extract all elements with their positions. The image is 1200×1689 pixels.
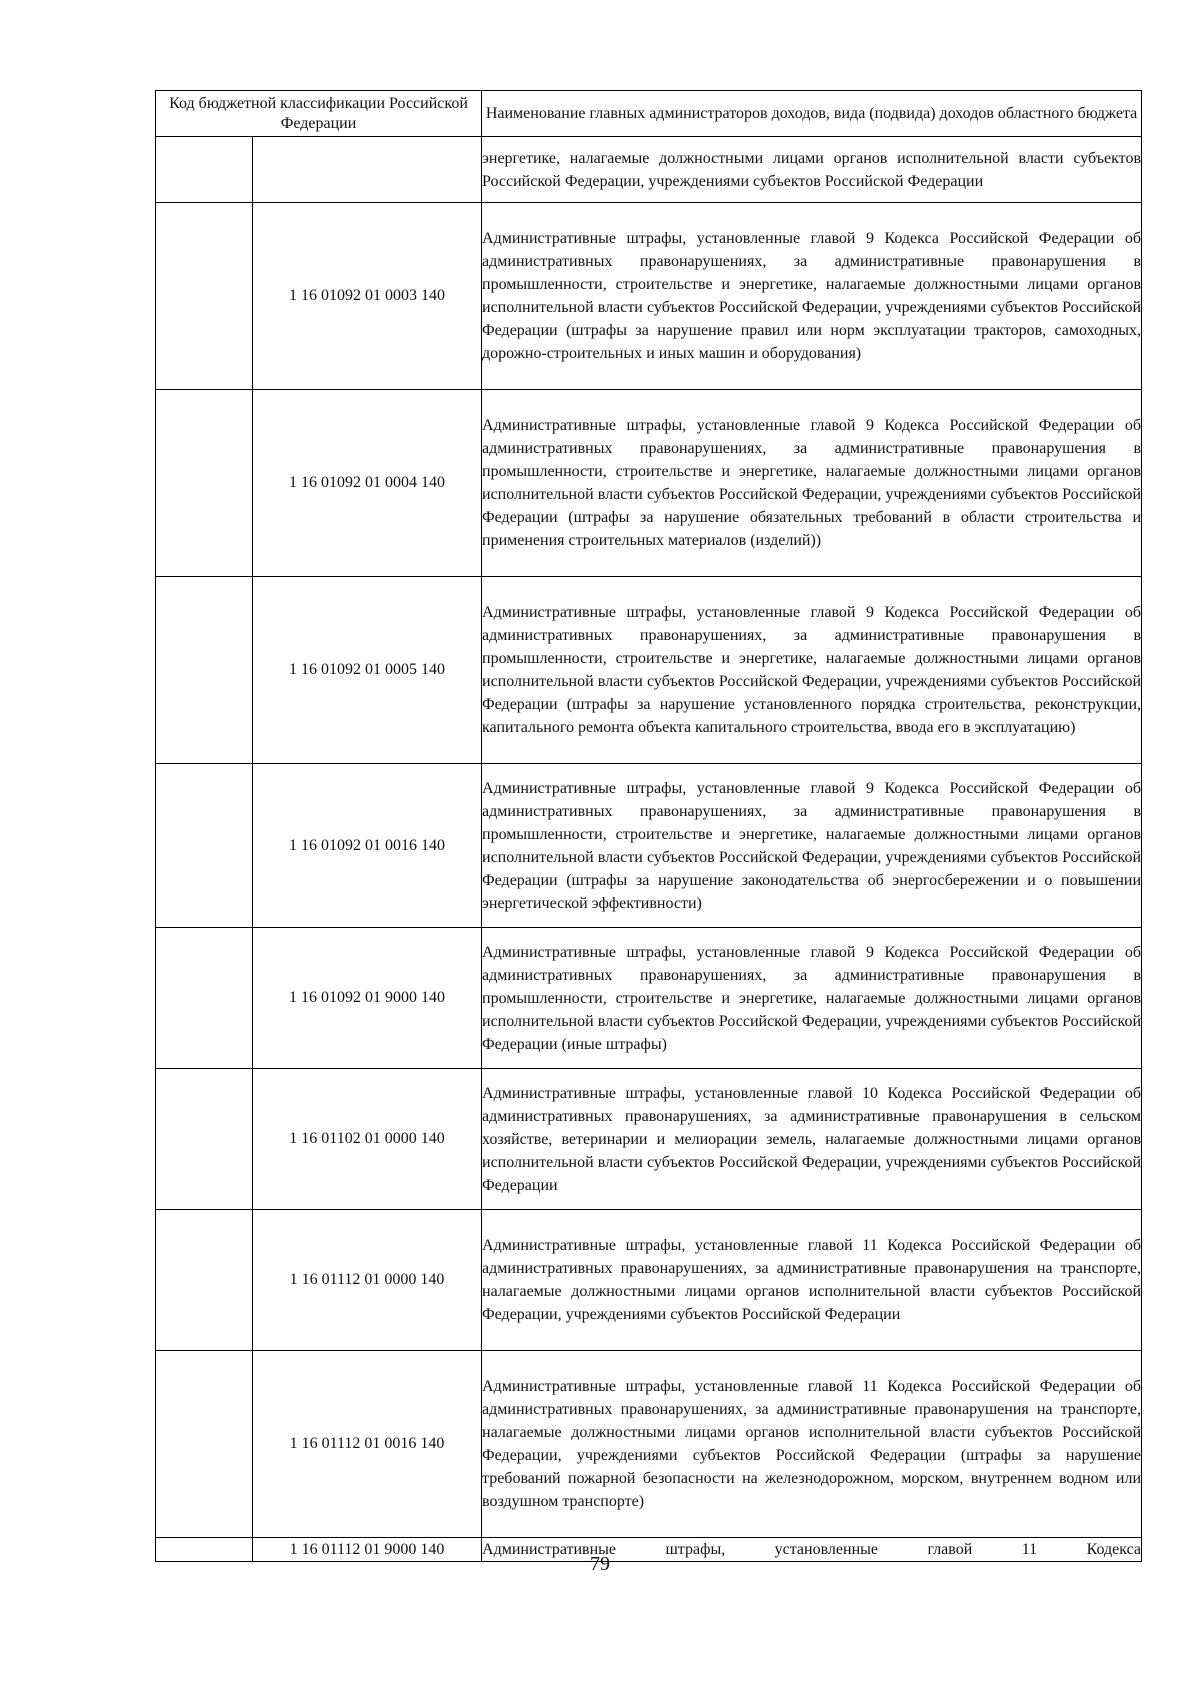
table-row <box>156 577 1142 764</box>
admin-cell <box>156 1351 253 1538</box>
admin-cell <box>156 203 253 390</box>
table-row <box>156 137 1142 203</box>
name-cell: Административные штрафы, установленные главой 11 Кодекса Российской Федерации об административных правонарушениях, за административные правонарушения на транспорте, налагаемые должностными лицами органов исполнительной власти субъектов Российской Федерации, учреждениями субъектов Российской Федерации (штрафы за нарушение требований пожарной безопасности на железнодорожном, морском, внутреннем водном или воздушном транспорте) <box>482 1351 1142 1538</box>
page-number: 79 <box>590 1553 610 1575</box>
code-cell <box>253 137 482 203</box>
name-cell: Административные штрафы, установленные главой 11 Кодекса <box>482 1538 1142 1562</box>
table-row <box>156 1351 1142 1538</box>
name-cell: Административные штрафы, установленные главой 11 Кодекса Российской Федерации об административных правонарушениях, за административные правонарушения на транспорте, налагаемые должностными лицами органов исполнительной власти субъектов Российской Федерации, учреждениями субъектов Российской Федерации <box>482 1210 1142 1351</box>
table-row <box>156 764 1142 928</box>
header-name-column: Наименование главных администраторов доходов, вида (подвида) доходов областного бюджета <box>482 91 1142 137</box>
table-row <box>156 203 1142 390</box>
table-row <box>156 928 1142 1069</box>
table-header-row <box>156 91 1142 137</box>
name-cell: Административные штрафы, установленные главой 9 Кодекса Российской Федерации об административных правонарушениях, за административные правонарушения в промышленности, строительстве и энергетике, налагаемые должностными лицами органов исполнительной власти субъектов Российской Федерации, учреждениями субъектов Российской Федерации (штрафы за нарушение законодательства об энергосбережении и о повышении энергетической эффективности) <box>482 764 1142 928</box>
table-row <box>156 1069 1142 1210</box>
admin-cell <box>156 577 253 764</box>
name-cell: Административные штрафы, установленные главой 9 Кодекса Российской Федерации об административных правонарушениях, за административные правонарушения в промышленности, строительстве и энергетике, налагаемые должностными лицами органов исполнительной власти субъектов Российской Федерации, учреждениями субъектов Российской Федерации (штрафы за нарушение правил или норм эксплуатации тракторов, самоходных, дорожно-строительных и иных машин и оборудования) <box>482 203 1142 390</box>
name-cell: Административные штрафы, установленные главой 9 Кодекса Российской Федерации об административных правонарушениях, за административные правонарушения в промышленности, строительстве и энергетике, налагаемые должностными лицами органов исполнительной власти субъектов Российской Федерации, учреждениями субъектов Российской Федерации (штрафы за нарушение установленного порядка строительства, реконструкции, капитального ремонта объекта капитального строительства, ввода его в эксплуатацию) <box>482 577 1142 764</box>
budget-classification-table <box>155 90 1142 1562</box>
admin-cell <box>156 137 253 203</box>
admin-cell <box>156 1210 253 1351</box>
header-code-column: Код бюджетной классификации Российской Федерации <box>156 91 482 137</box>
table-row <box>156 390 1142 577</box>
admin-cell <box>156 928 253 1069</box>
admin-cell <box>156 390 253 577</box>
code-cell: 1 16 01092 01 0003 140 <box>253 203 482 390</box>
code-cell: 1 16 01092 01 0005 140 <box>253 577 482 764</box>
name-cell: Административные штрафы, установленные главой 9 Кодекса Российской Федерации об административных правонарушениях, за административные правонарушения в промышленности, строительстве и энергетике, налагаемые должностными лицами органов исполнительной власти субъектов Российской Федерации, учреждениями субъектов Российской Федерации (иные штрафы) <box>482 928 1142 1069</box>
code-cell: 1 16 01112 01 0000 140 <box>253 1210 482 1351</box>
admin-cell <box>156 1069 253 1210</box>
code-cell: 1 16 01112 01 0016 140 <box>253 1351 482 1538</box>
table-row <box>156 1210 1142 1351</box>
name-cell: энергетике, налагаемые должностными лицами органов исполнительной власти субъектов Российской Федерации, учреждениями субъектов Российской Федерации <box>482 137 1142 203</box>
code-cell: 1 16 01102 01 0000 140 <box>253 1069 482 1210</box>
name-cell: Административные штрафы, установленные главой 10 Кодекса Российской Федерации об административных правонарушениях, за административные правонарушения в сельском хозяйстве, ветеринарии и мелиорации земель, налагаемые должностными лицами органов исполнительной власти субъектов Российской Федерации, учреждениями субъектов Российской Федерации <box>482 1069 1142 1210</box>
code-cell: 1 16 01092 01 0004 140 <box>253 390 482 577</box>
code-cell: 1 16 01092 01 0016 140 <box>253 764 482 928</box>
admin-cell <box>156 764 253 928</box>
name-cell: Административные штрафы, установленные главой 9 Кодекса Российской Федерации об административных правонарушениях, за административные правонарушения в промышленности, строительстве и энергетике, налагаемые должностными лицами органов исполнительной власти субъектов Российской Федерации, учреждениями субъектов Российской Федерации (штрафы за нарушение обязательных требований в области строительства и применения строительных материалов (изделий)) <box>482 390 1142 577</box>
code-cell: 1 16 01112 01 9000 140 <box>253 1538 482 1562</box>
code-cell: 1 16 01092 01 9000 140 <box>253 928 482 1069</box>
